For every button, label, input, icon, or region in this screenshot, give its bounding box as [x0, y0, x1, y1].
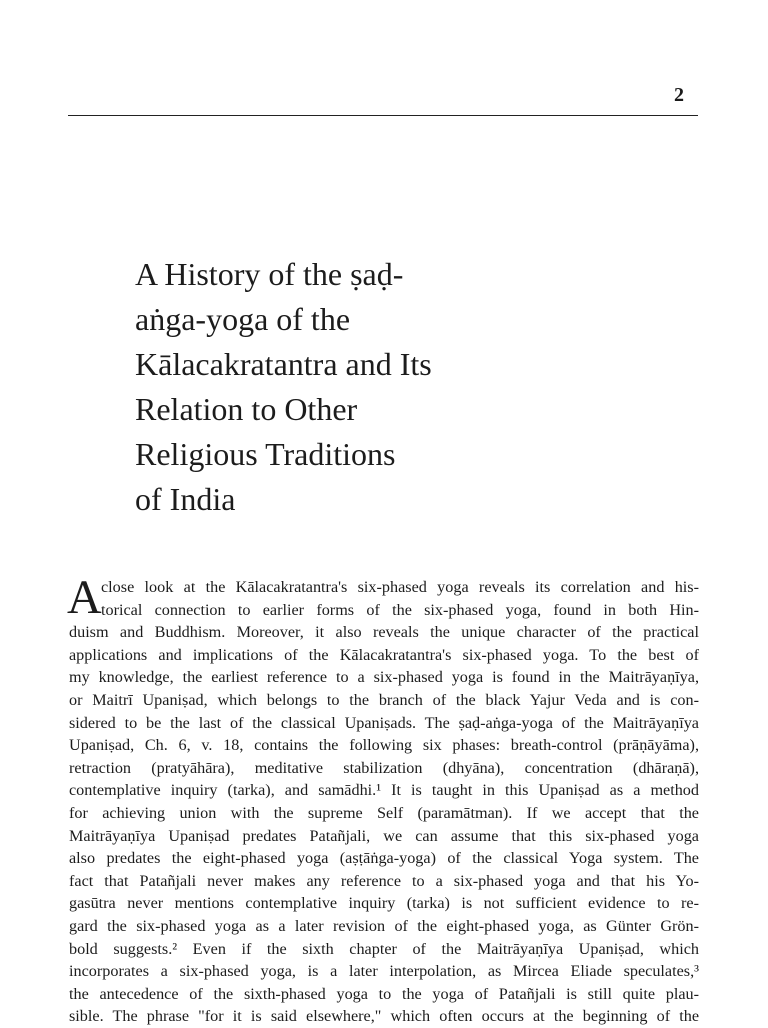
body-line: Upaniṣad, Ch. 6, v. 18, contains the following six phases: breath-control (prāṇāyāma),	[69, 736, 699, 755]
page-number: 2	[674, 84, 684, 106]
body-line: applications and implications of the Kālacakratantra's six-phased yoga. To the best of	[69, 645, 699, 664]
drop-cap: A	[67, 571, 102, 624]
title-line: of India	[135, 481, 236, 517]
body-line: sible. The phrase "for it is said elsewhere," which often occurs at the beginning of the	[69, 1007, 699, 1026]
title-line: aṅga-yoga of the	[135, 301, 351, 337]
body-line: Maitrāyaṇīya Upaniṣad predates Patañjali, we can assume that this six-phased yoga	[69, 826, 699, 845]
body-text	[67, 571, 699, 1028]
body-line: also predates the eight-phased yoga (aṣṭāṅga-yoga) of the classical Yoga system. The	[69, 849, 699, 868]
header-rule	[68, 115, 698, 116]
body-line: retraction (pratyāhāra), meditative stabilization (dhyāna), concentration (dhāraṇā),	[69, 758, 699, 777]
body-line: torical connection to earlier forms of the six-phased yoga, found in both Hin-	[101, 600, 699, 619]
body-line: or Maitrī Upaniṣad, which belongs to the branch of the black Yajur Veda and is con-	[69, 690, 699, 709]
body-line: duism and Buddhism. Moreover, it also reveals the unique character of the practical	[69, 623, 699, 642]
body-line: contemplative inquiry (tarka), and samādhi.¹ It is taught in this Upaniṣad as a method	[69, 781, 699, 800]
body-line: sidered to be the last of the classical Upaniṣads. The ṣaḍ-aṅga-yoga of the Maitrāyaṇīya	[69, 713, 699, 732]
body-line: for achieving union with the supreme Self (paramātman). If we accept that the	[69, 803, 699, 822]
body-line: gasūtra never mentions contemplative inquiry (tarka) is not sufficient evidence to re-	[69, 894, 699, 913]
body-line: bold suggests.² Even if the sixth chapter of the Maitrāyaṇīya Upaniṣad, which	[69, 939, 699, 958]
body-line: my knowledge, the earliest reference to a six-phased yoga is found in the Maitrāyaṇīya,	[69, 668, 699, 687]
title-line: Relation to Other	[135, 391, 358, 427]
body-line: the antecedence of the sixth-phased yoga to the yoga of Patañjali is still quite plau-	[69, 984, 699, 1003]
chapter-title	[135, 252, 555, 522]
title-line: A History of the ṣaḍ-	[135, 256, 404, 292]
title-line: Kālacakratantra and Its	[135, 346, 432, 382]
body-line: gard the six-phased yoga as a later revision of the eight-phased yoga, as Günter Grön-	[69, 916, 699, 935]
body-line: incorporates a six-phased yoga, is a later interpolation, as Mircea Eliade speculates,³	[69, 962, 699, 981]
title-line: Religious Traditions	[135, 436, 396, 472]
body-line: fact that Patañjali never makes any reference to a six-phased yoga and that his Yo-	[69, 871, 699, 890]
body-line: close look at the Kālacakratantra's six-phased yoga reveals its correlation and his-	[101, 578, 699, 596]
